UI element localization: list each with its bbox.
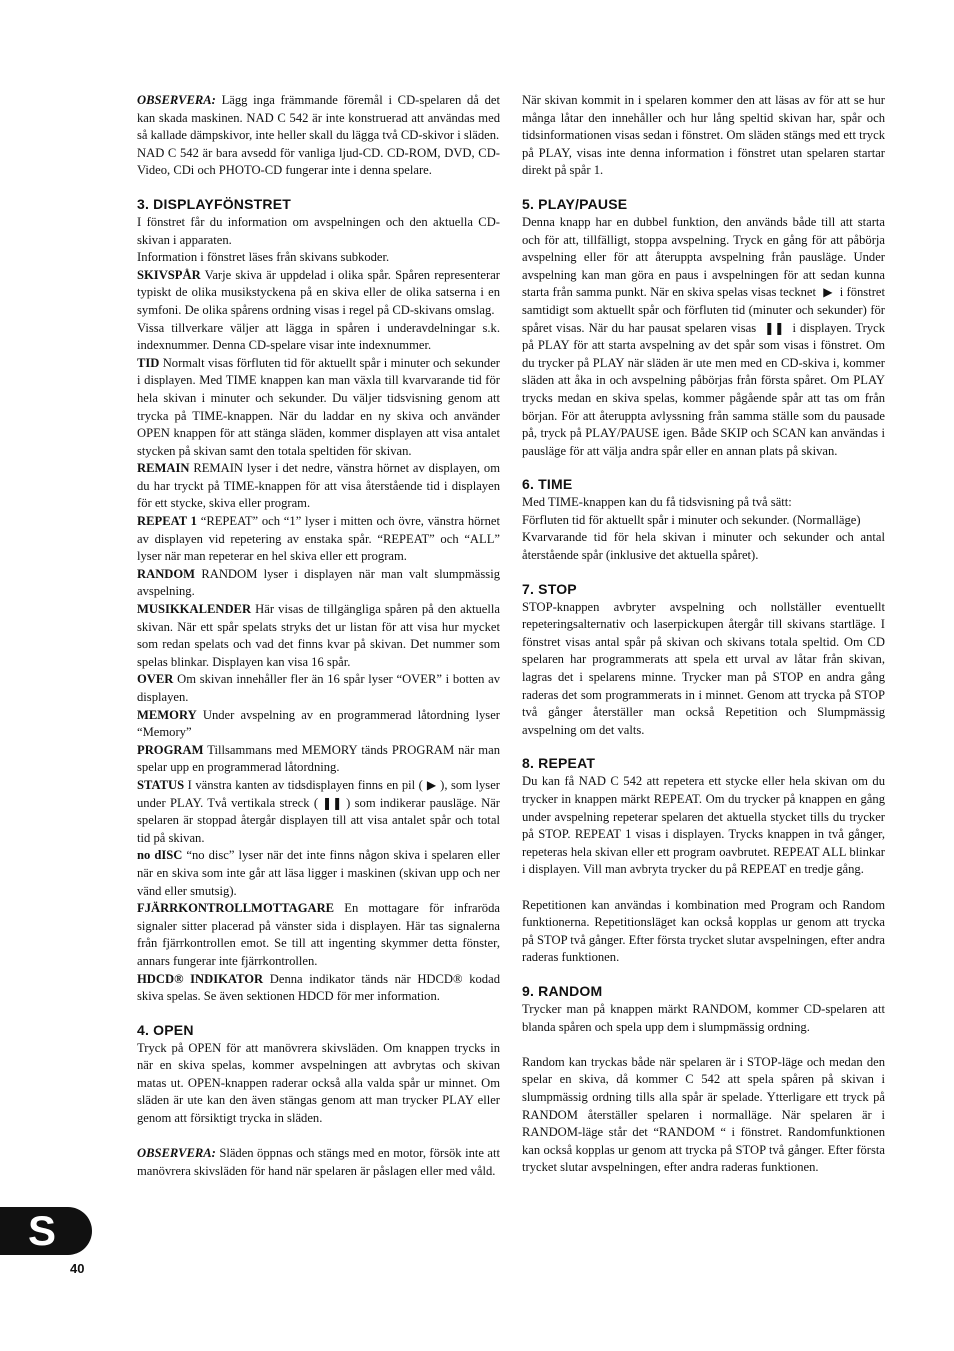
- random-paragraph-1: Trycker man på knappen märkt RANDOM, kommer CD-spelaren att blanda spåren och spela upp dem i slumpmässig ordning.: [522, 1001, 885, 1034]
- repeat-paragraph-1: Du kan få NAD C 542 att repetera ett stycke eller hela skivan om du trycker in knappen märkt REPEAT. Om du trycker på knappen en gång under avspelning repeterar spelaren det aktuella stycket tills du trycker på STOP. REPEAT 1 visas i displayen. Trycks knappen in två gånger, repeteras hela skivan eller ett program oavbrutet. REPEAT ALL blinkar i displayen. Vill man avbryta trycker du på REPEAT en tredje gång.: [522, 774, 885, 877]
- repeat-paragraph-2: Repetitionen kan användas i kombination med Program och Random funktionerna. Repetitionsläget kan också kopplas ur genom att trycka på STOP två gånger. Efter första trycket slutar avspelningen, efter andra raderas funktionen.: [522, 897, 885, 965]
- tid-text: Normalt visas förfluten tid för aktuellt spår i minuter och sekunder i displayen. Med TIME knappen kan man växla till kvarvarande tid för hela skivan i minuter och sekunder. Du väljer tidsvisning genom att trycka på TIME-knappen. När du laddar en ny skiva och använder OPEN knappen för att stänga släden, kommer displayen att visa antalet stycken på skivan samt den totala speltiden för skivan.: [137, 355, 500, 458]
- program-term: PROGRAM: [137, 742, 204, 757]
- index-paragraph: Vissa tillverkare väljer att lägga in spåren i underavdelningar s.k. indexnummer. Denna CD-spelare visar inte indexnummer.: [137, 320, 500, 353]
- random-paragraph-2: Random kan tryckas både när spelaren är i STOP-läge och medan den spelar en skiva, då kommer C 542 att spela spåren på skivan i slumpmässig ordning tills alla spår är spelade. Ytterligare ett tryck på RANDOM återställer spelaren i normalläge. När spelaren är i RANDOM-läge står det “RANDOM “ i fönstret. Randomfunktionen kan också kopplas ur genom att trycka på STOP två gånger. Efter första trycket slutar avspelningen, efter andra raderas funktionen.: [522, 1054, 885, 1175]
- repeat1-term: REPEAT 1: [137, 514, 197, 529]
- heading-random: 9. RANDOM: [522, 982, 603, 999]
- display-intro-2: Information i fönstret läses från skivans subkoder.: [137, 250, 390, 265]
- pause-icon: ❚❚: [764, 320, 785, 335]
- section-tab-letter: S: [27, 1207, 56, 1254]
- repeat1-text: “REPEAT” och “1” lyser i mitten och övre, vänstra hörnet av displayen vid repetering av enstaka spår. “REPEAT” och “ALL” lyser när man repeterar en hel skiva eller ett program.: [137, 514, 500, 564]
- heading-time: 6. TIME: [522, 476, 573, 493]
- skivspar-text: Varje skiva är uppdelad i olika spår. Spåren representerar typiskt de olika musikstyckena på en skiva eller de olika satserna i en symfoni. De olika spårens ordning visas i regel på CD-skivans omslag.: [137, 267, 500, 317]
- hdcd-text: Denna indikator tänds när HDCD® kodad skiva spelas. Se även sektionen HDCD för mer information.: [137, 971, 500, 1004]
- memory-text: Under avspelning av en programmerad låtordning lyser “Memory”: [137, 707, 500, 740]
- random-paragraph: [137, 566, 500, 601]
- heading-stop: 7. STOP: [522, 580, 577, 597]
- left-column: [137, 92, 500, 1180]
- play-text-b: i fönstret samtidigt som aktuellt spår och förfluten tid (minuter och sekunder) för spåret visas. När du har pausat spelaren visas: [522, 285, 885, 335]
- play-paragraph: [522, 214, 885, 460]
- musikkalender-term: MUSIKKALENDER: [137, 602, 252, 617]
- observera-label: OBSERVERA:: [137, 93, 216, 107]
- observera-label-2: OBSERVERA:: [137, 1146, 216, 1161]
- stop-paragraph: STOP-knappen avbryter avspelning och nollställer eventuellt repeteringsalternativ och laserpickupen återgår till skivans startläge. I fönstret visas antal spår på skivan och skivans totala speltid. Om CD spelaren har programmerats att spela ett urval av låtar från skivan, lagras det i spelarens minne. Trycker man på STOP en andra gång raderas det som programmerats in i minnet. Genom att trycka på STOP två gånger återställer man också Repetition och Slumpmässig avspelning om det valts.: [522, 599, 885, 737]
- over-text: Om skivan innehåller fler än 16 spår lyser “OVER” i botten av displayen.: [137, 672, 500, 704]
- over-paragraph: [137, 671, 500, 706]
- repeat1-paragraph: [137, 513, 500, 566]
- observera-text: Lägg inga främmande föremål i CD-spelaren då det kan skada maskinen. NAD C 542 är inte konstruerad att användas med så kallade dämpskivor, inte heller skall du lägga två CD-skivor i släden.: [137, 93, 500, 143]
- musikkalender-text: Här visas de tillgängliga spåren på den aktuella skivan. När ett spår spelats stryks det ur listan för att visa hur mycket som redan spelats och vad det finns kvar på skivan. Det nummer som spelas blinkar. Displayen kan visa 16 spår.: [137, 602, 500, 669]
- observera-note-2: [137, 1145, 500, 1180]
- play-icon: ▶: [823, 285, 833, 300]
- random-term: RANDOM: [137, 566, 196, 581]
- status-paragraph: [137, 777, 500, 847]
- status-text-c: ) som indikerar pausläge. När spelaren är stoppad återgår displayen till att visa antalet spår och total tid på skivan.: [137, 795, 501, 845]
- skivspar-term: SKIVSPÅR: [137, 267, 201, 282]
- display-intro-1: I fönstret får du information om avspelningen och den aktuella CD-skivan i apparaten.: [137, 214, 500, 247]
- fjarrkontroll-text: En mottagare för infraröda signaler sitter placerad på vänster sida i displayen. Här tas signalerna från fjärrkontrollen emot. Se till att ingenting skymmer detta fönster, annars fungerar inte fjärrkontrollen.: [137, 901, 500, 968]
- play-text-a: Denna knapp har en dubbel funktion, den används både till att starta och för att, tillfälligt, stoppa avspelning. Tryck en gång för att påbörja avspelning eller för att återuppta avspelning från pausläge. Under avspelning kan man göra en paus i avspelningen för att sedan kunna starta från samma punkt. När en skiva spelas visas tecknet: [522, 214, 885, 300]
- fjarrkontroll-term: FJÄRRKONTROLLMOTTAGARE: [137, 901, 335, 916]
- tid-paragraph: [137, 355, 500, 461]
- pause-icon: ❚❚: [322, 795, 343, 810]
- remain-paragraph: [137, 460, 500, 513]
- skivspar-paragraph: [137, 267, 500, 320]
- tid-term: TID: [137, 355, 160, 370]
- load-paragraph: När skivan kommit in i spelaren kommer den att läsas av för att se hur många låtar den innehåller och hur lång speltid skivan har, spår och tidsinformationen visas sedan i fönstret. Om släden stängs med ett tryck på PLAY, visas inte denna information i fönstret utan spelaren startar direkt på spår 1.: [522, 93, 885, 178]
- nodisc-paragraph: [137, 847, 500, 900]
- hdcd-paragraph: [137, 971, 500, 1006]
- memory-term: MEMORY: [137, 707, 197, 722]
- over-term: OVER: [137, 672, 174, 687]
- heading-displayfonstret: 3. DISPLAYFÖNSTRET: [137, 195, 291, 212]
- hdcd-term: HDCD® INDIKATOR: [137, 971, 264, 986]
- status-text-a: I vänstra kanten av tidsdisplayen finns en pil (: [184, 777, 423, 792]
- observera-text-2: Släden öppnas och stängs med en motor, försök inte att manövrera skivsläden för hand när spelaren är påslagen eller med våld.: [137, 1146, 500, 1178]
- remain-text: REMAIN lyser i det nedre, vänstra hörnet av displayen, om du har tryckt på TIME-knappen för att visa återstående tid i displayen för ett stycke, skiva eller program.: [137, 461, 500, 511]
- status-text-b: ), som lyser under PLAY. Två vertikala streck (: [137, 777, 500, 810]
- play-text-c: i displayen. Tryck på PLAY för att starta avspelning av det spår som visas i fönstret. Om du trycker på PLAY när släden är ute men med en CD-skiva i, kommer släden att åka in och avspelning påbörjas från första spåret. Om PLAY trycks medan en skiva spelas, kommer pågående spår att tas om från början. För att återuppta avlyssning från samma ställe som du pausade på, tryck på PLAY/PAUSE igen. Både SKIP och SCAN kan användas i pausläge för att välja andra spår eller en annan plats på skivan.: [522, 320, 885, 458]
- fjarrkontroll-paragraph: [137, 900, 500, 970]
- observera-note: [137, 92, 500, 145]
- remain-term: REMAIN: [137, 461, 190, 476]
- memory-paragraph: [137, 707, 500, 742]
- musikkalender-paragraph: [137, 601, 500, 671]
- cd-only-text: NAD C 542 är bara avsedd för vanliga ljud-CD. CD-ROM, DVD, CD-Video, CDi och PHOTO-CD fungerar inte i denna spelare.: [137, 145, 500, 178]
- program-text: Tillsammans med MEMORY tänds PROGRAM när man spelar upp en programmerad låtordning.: [137, 742, 500, 775]
- play-icon: ▶: [426, 777, 437, 792]
- nodisc-text: “no disc” lyser när det inte finns någon skiva i spelaren eller när en skiva som inte går att läsa ligger i maskinen (skivan upp och ner vänd eller smutsig).: [137, 848, 500, 898]
- heading-play-pause: 5. PLAY/PAUSE: [522, 195, 628, 212]
- time-line-2: Förfluten tid för aktuellt spår i minuter och sekunder. (Normalläge): [522, 512, 861, 527]
- random-text: RANDOM lyser i displayen när man valt slumpmässig avspelning.: [137, 566, 500, 599]
- page-number: 40: [70, 1261, 85, 1276]
- program-paragraph: [137, 742, 500, 777]
- heading-open: 4. OPEN: [137, 1021, 194, 1038]
- status-term: STATUS: [137, 777, 185, 792]
- heading-repeat: 8. REPEAT: [522, 755, 596, 772]
- right-column: [522, 92, 885, 1177]
- nodisc-term: no dISC: [137, 848, 183, 863]
- open-paragraph: Tryck på OPEN för att manövrera skivsläden. Om knappen trycks in när en skiva spelas, kommer avspelningen att avbrytas och skivan matas ut. OPEN-knappen raderar också alla valda spår ur minnet. Om släden är ute kan den även stängas genom att man trycker PLAY eller genom att försiktigt trycka in släden.: [137, 1040, 500, 1126]
- time-line-3: Kvarvarande tid för hela skivan i minuter och sekunder och antal återstående spår (inklusive det aktuella spåret).: [522, 530, 885, 563]
- time-line-1: Med TIME-knappen kan du få tidsvisning på två sätt:: [522, 495, 792, 510]
